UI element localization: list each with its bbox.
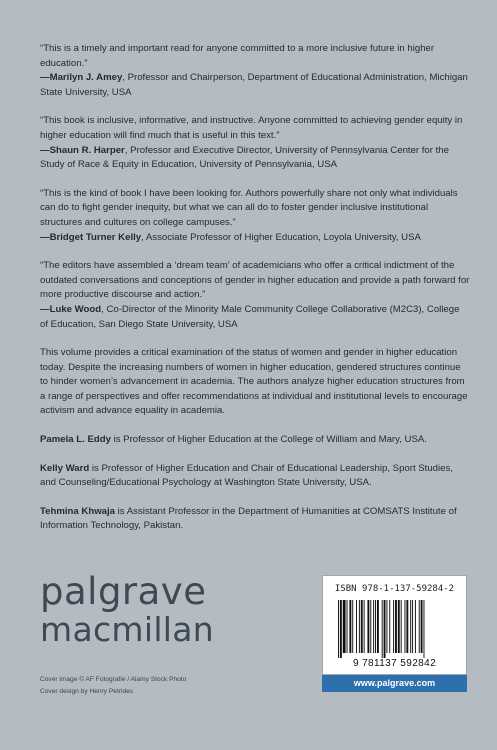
editor-bio-text: is Professor of Higher Education and Chair of Educational Leadership, Sport Studies, and Counseling/Educational Psychology at Washington State University, USA.	[40, 462, 453, 489]
quote-text: “The editors have assembled a ‘dream team’ of academicians who offer a critical indictment of the outdated conversations and conceptions of gender in higher education and provide a path forward for more productive discourse and action.”	[40, 260, 470, 301]
reviewer-affiliation: , Co-Director of the Minority Male Community College Collaborative (M2C3), College of Education, San Diego State University, USA	[40, 303, 460, 330]
quote-text: “This book is inclusive, informative, and instructive. Anyone committed to achieving gender equity in higher education will find much that is useful in this text.”	[40, 115, 463, 141]
publisher-logo	[40, 572, 214, 648]
cover-design-credit: Cover design by Henry Petrides	[40, 688, 134, 695]
reviewer-affiliation: , Professor and Executive Director, University of Pennsylvania Center for the Study of Race & Equity in Education, University of Pennsylvania, USA	[40, 144, 449, 171]
publisher-logo-line1: palgrave	[40, 570, 207, 613]
editor-bio-text: is Assistant Professor in the Department of Humanities at COMSATS Institute of Information Technology, Pakistan.	[40, 505, 457, 532]
review-quote-1	[40, 42, 470, 100]
editor-bio-text: is Professor of Higher Education at the College of William and Mary, USA.	[110, 434, 427, 446]
reviewer-name: —Marilyn J. Amey	[40, 72, 123, 84]
review-quote-4	[40, 259, 470, 332]
publisher-url[interactable]: www.palgrave.com	[322, 675, 467, 692]
editor-bio-3	[40, 505, 470, 534]
reviewer-affiliation: , Professor and Chairperson, Department of Educational Administration, Michigan State University, USA	[40, 72, 468, 98]
book-description: This volume provides a critical examination of the status of women and gender in higher education today. Despite the increasing numbers of women in higher education, gendered structures continue to hinder women’s advancement in academia. The authors analyze higher education structures from a range of perspectives and offer recommendations at individual and institutional levels to encourage activism and advance equality in academia.	[40, 347, 468, 417]
cover-image-credit: Cover image © AF Fotografie / Alamy Stock Photo	[40, 676, 187, 683]
quote-text: “This is a timely and important read for anyone committed to a more inclusive future in higher education.”	[40, 43, 435, 69]
editor-name: Tehmina Khwaja	[40, 505, 115, 517]
reviewer-name: —Bridget Turner Kelly	[40, 231, 142, 243]
quote-attribution	[40, 71, 470, 100]
editor-name: Kelly Ward	[40, 462, 90, 474]
review-quote-2	[40, 114, 470, 172]
barcode-icon	[337, 600, 455, 658]
publisher-logo-line2: macmillan	[40, 610, 215, 649]
reviewer-name: —Luke Wood	[40, 303, 102, 315]
editor-bio-1	[40, 433, 470, 448]
review-quote-3	[40, 187, 470, 245]
cover-credits	[40, 674, 186, 698]
cover-text	[40, 42, 470, 548]
reviewer-affiliation: , Associate Professor of Higher Education, Loyola University, USA	[141, 231, 421, 243]
editor-bio-2	[40, 462, 470, 491]
isbn-barcode-box	[322, 575, 467, 675]
quote-attribution	[40, 303, 470, 332]
quote-attribution	[40, 144, 470, 173]
editor-name: Pamela L. Eddy	[40, 434, 111, 446]
barcode-digits: 9 781137 592842	[352, 658, 437, 669]
reviewer-name: —Shaun R. Harper	[40, 144, 125, 156]
isbn-label: ISBN 978-1-137-59284-2	[334, 584, 455, 594]
quote-text: “This is the kind of book I have been looking for. Authors powerfully share not only what individuals can do to fight gender inequity, but what we can all do to foster gender inclusive institutional structures and cultures on college campuses.”	[40, 187, 458, 228]
quote-attribution	[40, 231, 470, 246]
